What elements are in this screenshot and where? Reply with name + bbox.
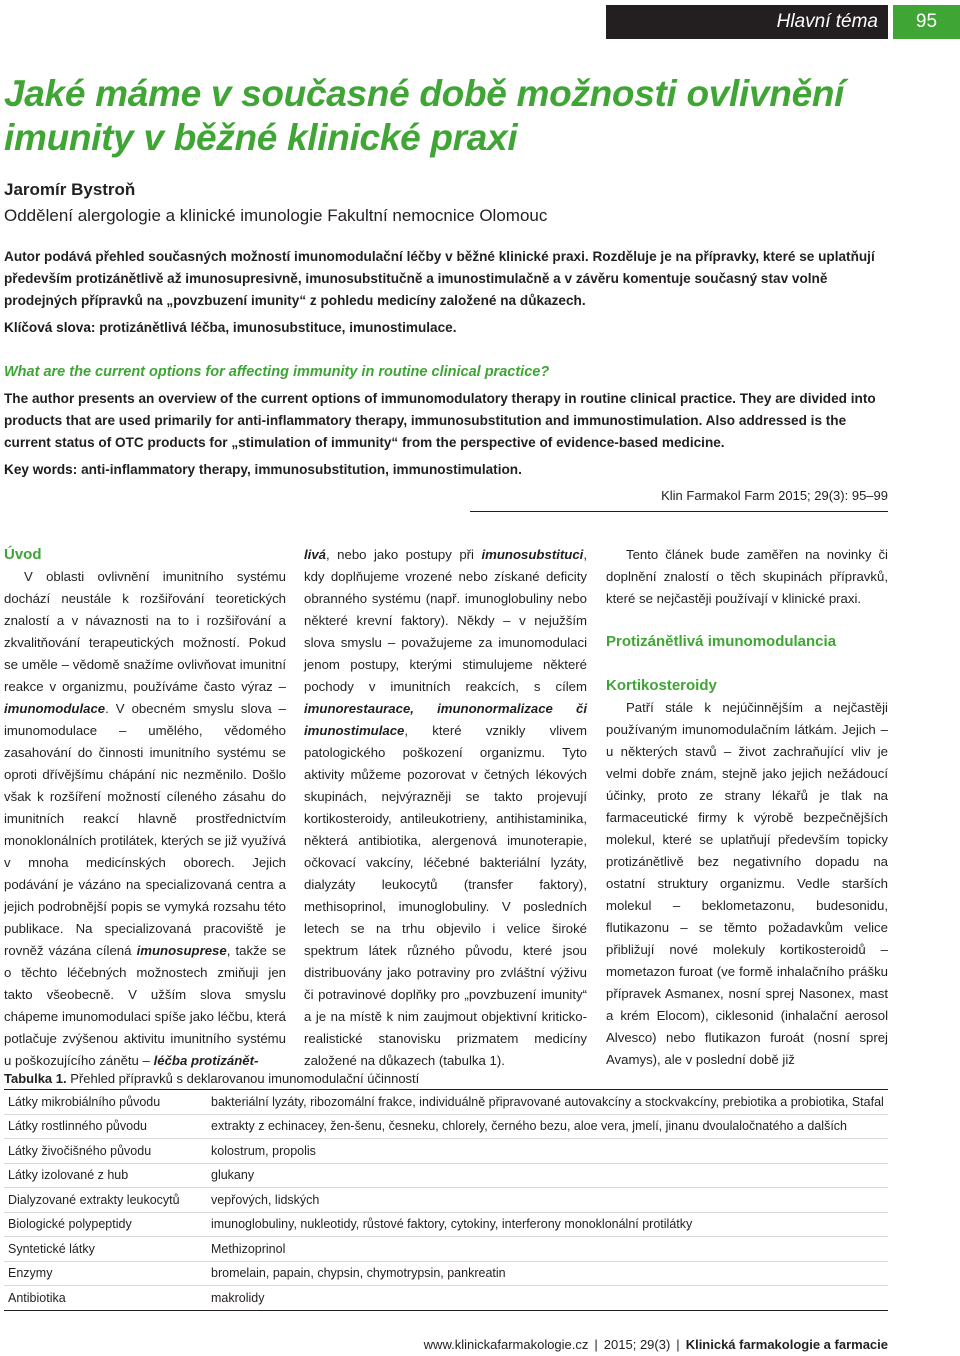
abstract-en: The author presents an overview of the current options of immunomodulatory therapy in routine clinical practice. They are divided into products that are used primarily for anti-inflammatory therapy, immunosubstitution and immunostimulation. Also addressed is the current status of OTC products for „stimulation of immunity“ from the perspective of evidence-based medicine. [4, 391, 876, 450]
table-row: Látky rostlinného původu extrakty z echinacey, žen-šenu, česneku, chlorely, černého bezu, aloe vera, jmelí, jinanu dvoulaločnatého a dalších [4, 1114, 888, 1139]
body-column-2 [304, 544, 587, 1072]
body-column-1 [4, 544, 286, 1072]
preparations-table [4, 1089, 888, 1311]
keywords-cz-label: Klíčová slova: [4, 320, 96, 335]
intro-heading: Úvod [4, 546, 42, 563]
article-title: Jaké máme v současné době možnosti ovlivnění imunity v běžné klinické praxi [4, 73, 845, 158]
citation-rule [470, 511, 888, 512]
table-row: Antibiotika makrolidy [4, 1286, 888, 1311]
footer-website[interactable]: www.klinickafarmakologie.cz [423, 1337, 589, 1352]
table-row: Biologické polypeptidy imunoglobuliny, nukleotidy, růstové faktory, cytokiny, interferony monoklonální protilátky [4, 1212, 888, 1237]
page-footer: www.klinickafarmakologie.cz | 2015; 29(3) | Klinická farmakologie a farmacie [423, 1337, 888, 1352]
table-row: Enzymy bromelain, papain, chypsin, chymotrypsin, pankreatin [4, 1261, 888, 1286]
subsection-heading: Kortikosteroidy [606, 677, 717, 694]
author-name: Jaromír Bystroň [4, 180, 136, 199]
section-label: Hlavní téma [776, 11, 878, 32]
intro-paragraph-cont: livá, nebo jako postupy při imunosubstituci, kdy doplňujeme vrozené nebo získané deficity obranného systému (např. imunoglobuliny nebo některé krevní faktory). Někdy – v nejužším slova smyslu – považujeme za imunomodulaci jenom postupy, kterými stimulujeme některé pochody v imunitních reakcích, s cílem imunorestaurace, imunonormalizace či imunostimulace, které vznikly vlivem patologického poškození organizmu. Tyto aktivity můžeme pozorovat v četných lékových skupinách, nejvýrazněji se takto projevují kortikosteroidy, antileukotrieny, antihistaminika, některá antibiotika, alergenová imunoterapie, očkovací vakcíny, léčebné bakteriální lyzáty, dialyzáty leukocytů (transfer faktory), methisoprinol, imunoglobuliny. V posledních letech se na trhu objevilo i velice široké spektrum látek různého původu, které jsou distribuovány jako potraviny pro zvláštní výživu či potravinové doplňky pro „povzbuzení imunity“ a je na místě k nim zaujmout objektivní kriticko-realistické stanovisku prizmatem medicíny založené na důkazech (tabulka 1). [304, 547, 587, 1068]
keywords-en-label: Key words: [4, 462, 78, 477]
author-affiliation: Oddělení alergologie a klinické imunologie Fakultní nemocnice Olomouc [4, 206, 548, 225]
keywords-en: Key words: anti-inflammatory therapy, immunosubstitution, immunostimulation. [4, 462, 522, 477]
citation: Klin Farmakol Farm 2015; 29(3): 95–99 [661, 488, 888, 503]
page-number: 95 [893, 5, 960, 39]
abstract-cz: Autor podává přehled současných možností imunomodulační léčby v běžné klinické praxi. Rozděluje je na přípravky, které se uplatňují především protizánětlivě až imunosupresivně, imunosubstitučně a imunostimulačně a v závěru komentuje současný stav volně prodejných přípravků na „povzbuzení imunity“ z pohledu medicíny založené na důkazech. [4, 249, 875, 308]
table-row: Látky mikrobiálního původu bakteriální lyzáty, ribozomální frakce, individuálně připravované autovakcíny a stockvakcíny, prebiotika a probiotika, Stafal [4, 1090, 888, 1115]
footer-journal: Klinická farmakologie a farmacie [685, 1337, 888, 1352]
table-row: Dialyzované extrakty leukocytů vepřových, lidských [4, 1188, 888, 1213]
footer-issue: 2015; 29(3) [603, 1337, 671, 1352]
title-en: What are the current options for affecting immunity in routine clinical practice? [4, 364, 550, 380]
body-column-3 [606, 544, 888, 1071]
table-row: Látky izolované z hub glukany [4, 1163, 888, 1188]
table-row: Syntetické látky Methizoprinol [4, 1237, 888, 1262]
intro-paragraph: V oblasti ovlivnění imunitního systému dochází neustále k rozšiřování teoretických znalostí a v návaznosti na to i rozšiřování a zkvalitňování terapeutických možností. Pokud se uměle – vědomě snažíme ovlivňovat imunitní reakce v organizmu, používáme často výraz – imunomodulace. V obecném smyslu slova – imunomodulace – umělého, vědomého zasahování do činnosti imunitního systému se oproti dřívějšímu chápání nic nezměnilo. Došlo však k rozšíření možností cíleného zásahu do imunitních reakcí hlavně prostřednictvím monoklonálních protilátek, kterých se již využívá v mnoha medicínských oborech. Jejich podávání je vázáno na specializovaná centra a jejich podrobnější popis se vymyká rozsahu této publikace. Na specializovaná pracoviště je rovněž vázána cílená imunosuprese, takže se o těchto léčebných možnostech zmiňuji jen takto všeobecně. V užším slova smyslu chápeme imunomodulaci spíše jako léčbu, která potlačuje zvýšenou aktivitu imunitního systému u poškozujícího zánětu – léčba protizánět- [4, 569, 286, 1068]
corticosteroids-paragraph: Patří stále k nejúčinnějším a nejčastěji používaným imunomodulačním látkám. Jejich – u některých stavů – život zachraňující vliv je velmi dobře znám, stejně jako jejich nežádoucí účinky, proto ze strany lékařů je tlak na farmaceutické firmy k výrobě bezpečnějších molekul, které se uplatňují především topicky protizánětlivě bez negativního dopadu na ostatní struktury organizmu. Vedle starších molekul – beklometazonu, budesonidu, flutikazonu – se těmto požadavkům velice přibližují nové molekuly kortikosteroidů – mometazon furoat (ve formě inhalačního prášku přípravek Asmanex, nosní sprej Nasonex, mast a krém Elocom), ciklesonid (inhalační aerosol Alvesco) nebo flutikazon furoát (nosní sprej Avamys), ale v poslední době již [606, 700, 888, 1067]
keywords-cz: Klíčová slova: protizánětlivá léčba, imunosubstituce, imunostimulace. [4, 320, 457, 335]
table-caption: Tabulka 1. Přehled přípravků s deklarovanou imunomodulační účinností [4, 1071, 420, 1086]
focus-paragraph: Tento článek bude zaměřen na novinky či doplnění znalostí o těch skupinách přípravků, které se nejčastěji používají v klinické praxi. [606, 547, 888, 606]
table-row: Látky živočišného původu kolostrum, propolis [4, 1139, 888, 1164]
section-heading: Protizánětlivá imunomodulancia [606, 633, 837, 650]
